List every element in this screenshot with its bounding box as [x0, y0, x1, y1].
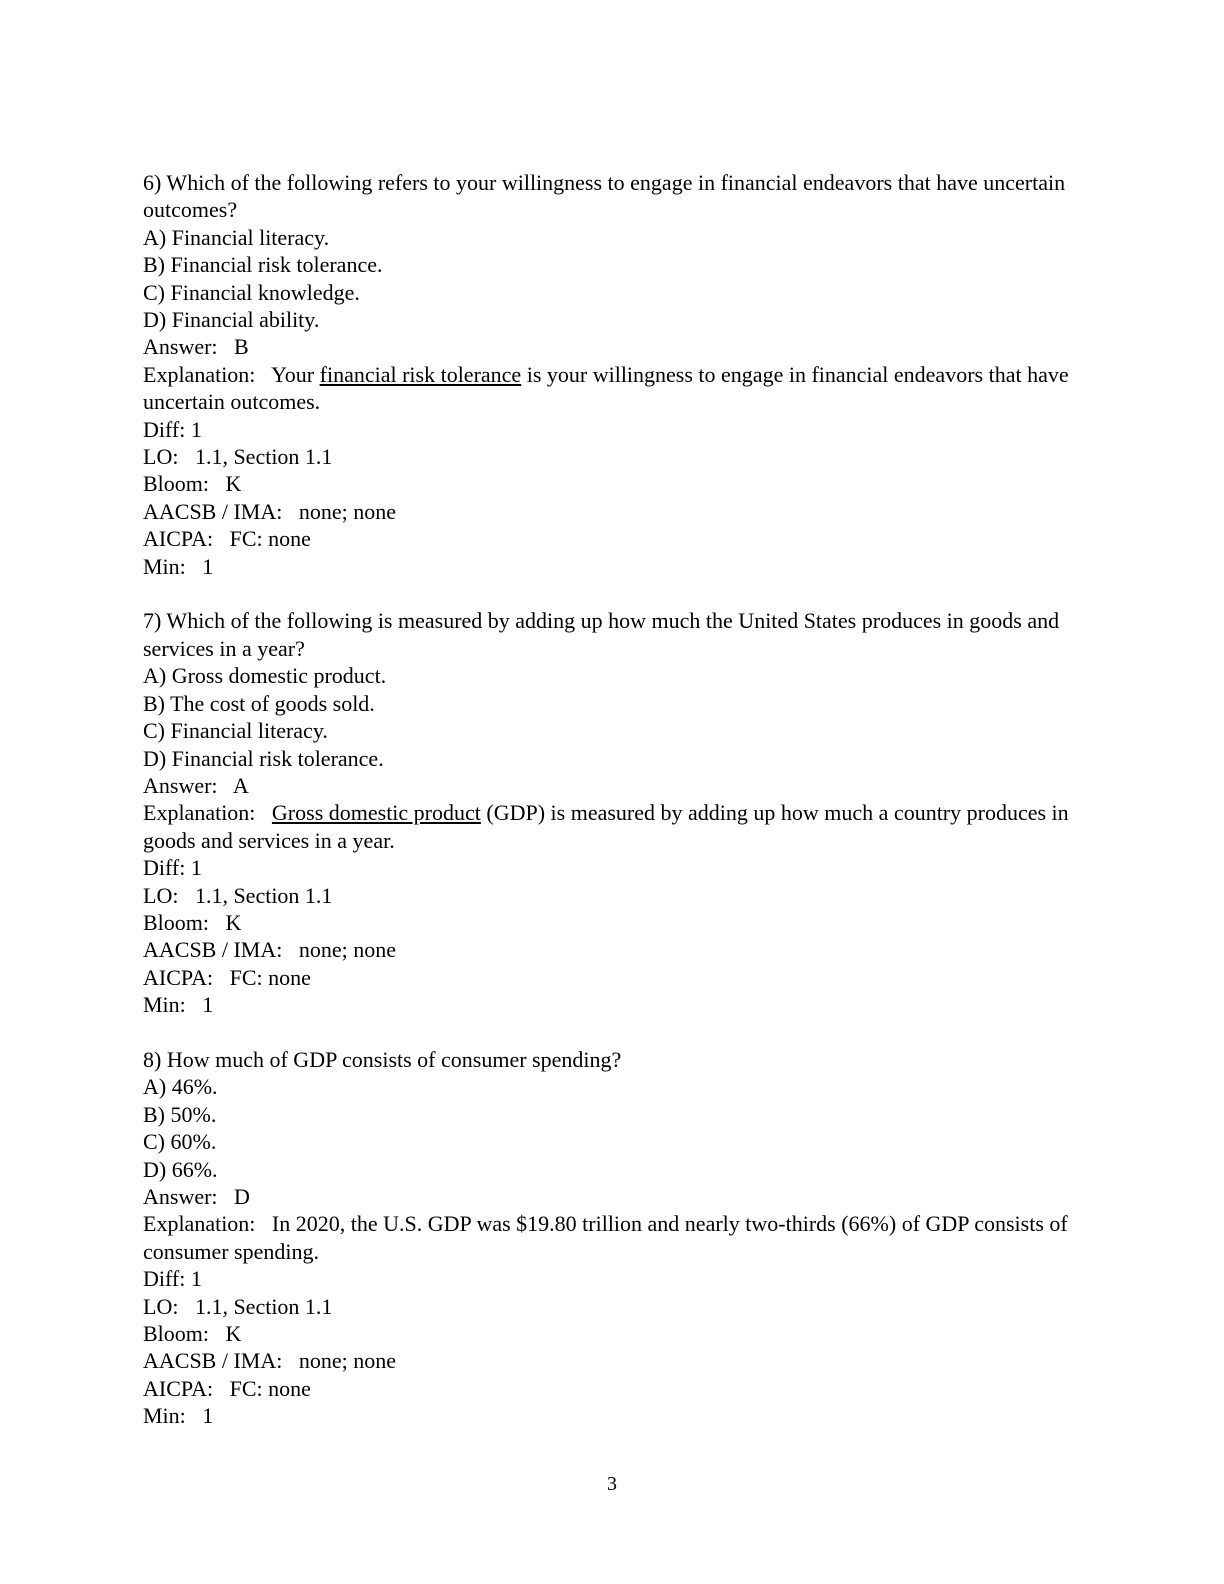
explanation-before: Your	[271, 361, 320, 387]
lo-line: LO: 1.1, Section 1.1	[143, 1293, 333, 1319]
diff-line: Diff: 1	[143, 416, 202, 442]
aacsb-line: AACSB / IMA: none; none	[143, 498, 396, 524]
min-line: Min: 1	[143, 992, 214, 1018]
option-a: A) Gross domestic product.	[143, 663, 387, 689]
explanation-label: Explanation:	[143, 361, 256, 387]
min-line: Min: 1	[143, 553, 214, 579]
question-7	[143, 607, 1103, 1018]
option-a: A) Financial literacy.	[143, 224, 330, 250]
explanation-line	[143, 1210, 1103, 1265]
option-c: C) 60%.	[143, 1129, 217, 1155]
min-line: Min: 1	[143, 1403, 214, 1429]
answer-value: A	[232, 772, 249, 798]
explanation-before: In 2020, the U.S. GDP was $19.80 trillion and nearly two-thirds (66%) of GDP consists of consumer spending.	[143, 1211, 1074, 1264]
page-content	[143, 169, 1103, 1430]
explanation-label: Explanation:	[143, 1211, 256, 1237]
explanation-after: is your willingness to engage in financial endeavors that have uncertain outcomes.	[143, 361, 1075, 415]
answer-line	[143, 772, 1103, 799]
option-a: A) 46%.	[143, 1074, 218, 1100]
option-b: B) Financial risk tolerance.	[143, 252, 383, 278]
lo-line: LO: 1.1, Section 1.1	[143, 444, 333, 470]
question-stem: 6) Which of the following refers to your willingness to engage in financial endeavors that have uncertain outcomes?	[143, 170, 1071, 223]
aicpa-line: AICPA: FC: none	[143, 964, 311, 990]
question-stem: 7) Which of the following is measured by adding up how much the United States produces in goods and services in a year?	[143, 608, 1065, 661]
option-b: B) 50%.	[143, 1101, 217, 1127]
answer-line	[143, 333, 1103, 360]
answer-label: Answer:	[143, 1184, 218, 1209]
aicpa-line: AICPA: FC: none	[143, 526, 311, 552]
option-c: C) Financial literacy.	[143, 718, 328, 744]
lo-line: LO: 1.1, Section 1.1	[143, 882, 333, 908]
explanation-label: Explanation:	[143, 800, 256, 826]
explanation-after: (GDP) is measured by adding up how much a country produces in goods and services in a year.	[143, 800, 1075, 853]
answer-value: D	[234, 1184, 250, 1209]
diff-line: Diff: 1	[143, 855, 202, 881]
answer-label: Answer:	[143, 772, 218, 798]
aacsb-line: AACSB / IMA: none; none	[143, 1348, 396, 1374]
option-d: D) 66%.	[143, 1156, 218, 1182]
diff-line: Diff: 1	[143, 1266, 202, 1292]
option-d: D) Financial ability.	[143, 307, 320, 333]
answer-value: B	[234, 334, 249, 360]
bloom-line: Bloom: K	[143, 1321, 242, 1347]
answer-label: Answer:	[143, 334, 218, 360]
option-c: C) Financial knowledge.	[143, 279, 360, 305]
aicpa-line: AICPA: FC: none	[143, 1375, 311, 1401]
bloom-line: Bloom: K	[143, 909, 242, 935]
bloom-line: Bloom: K	[143, 471, 242, 497]
option-d: D) Financial risk tolerance.	[143, 745, 384, 771]
option-b: B) The cost of goods sold.	[143, 690, 375, 716]
explanation-line	[143, 799, 1103, 854]
answer-line	[143, 1183, 1103, 1210]
question-6	[143, 169, 1103, 580]
explanation-term: Gross domestic product	[271, 800, 481, 826]
explanation-line	[143, 361, 1103, 416]
page-number: 3	[607, 1473, 617, 1495]
question-8	[143, 1046, 1103, 1430]
aacsb-line: AACSB / IMA: none; none	[143, 937, 396, 963]
question-stem: 8) How much of GDP consists of consumer spending?	[143, 1046, 622, 1072]
explanation-term: financial risk tolerance	[319, 361, 522, 387]
